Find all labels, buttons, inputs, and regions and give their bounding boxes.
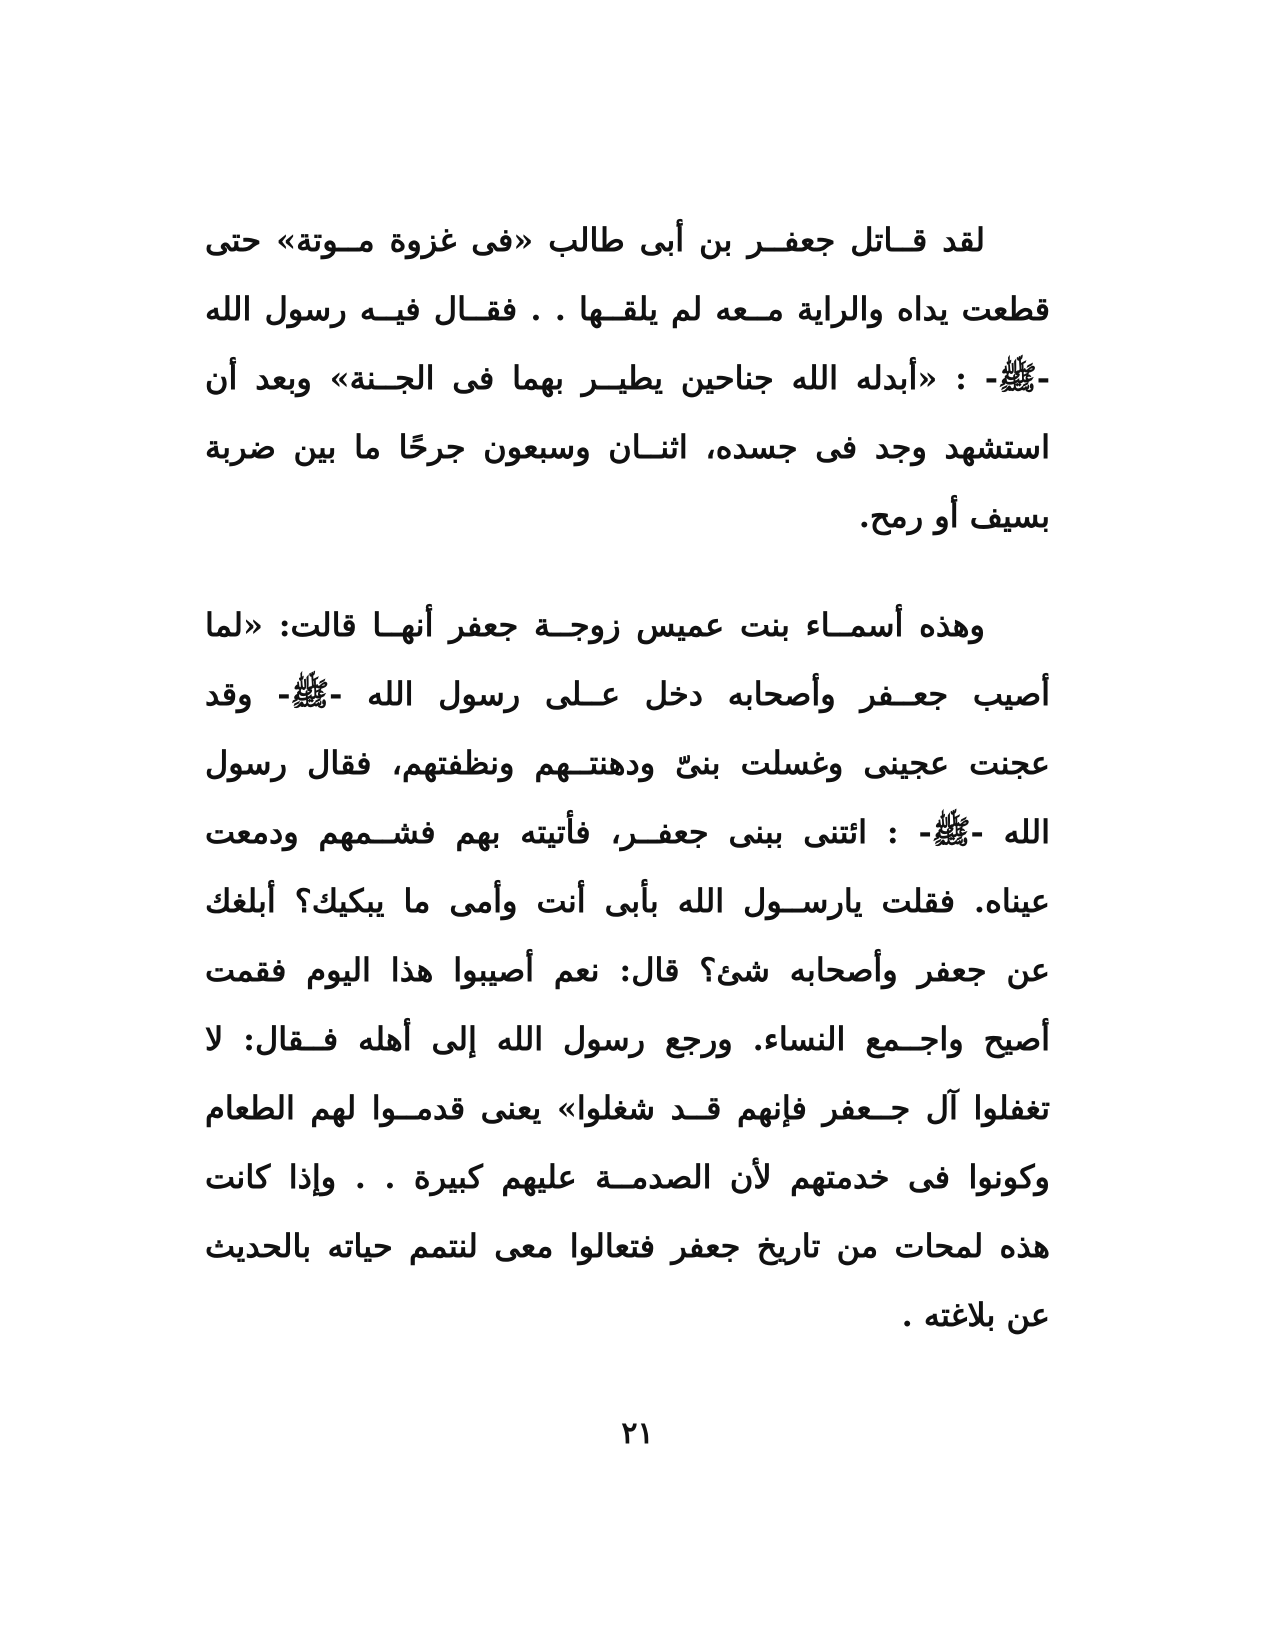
text-line: قطعت يداه والراية مــعه لم يلقــها . . فقــال فيــه رسول الله [205, 290, 1050, 328]
text-line: عن جعفر وأصحابه شئ؟ قال: نعم أصيبوا هذا اليوم فقمت [205, 951, 1050, 989]
text-line: هذه لمحات من تاريخ جعفر فتعالوا معى لنتمم حياته بالحديث [205, 1227, 1050, 1265]
text-line: لقد قــاتل جعفــر بن أبى طالب «فى غزوة مــوتة» حتى [205, 221, 985, 259]
text-line: استشهد وجد فى جسده، اثنــان وسبعون جرحًا ما بين ضربة [205, 428, 1050, 466]
text-line: -ﷺ- : «أبدله الله جناحين يطيــر بهما فى الجــنة» وبعد أن [205, 359, 1050, 397]
text-line: عن بلاغته . [901, 1296, 1050, 1334]
text-line: عيناه. فقلت يارســول الله بأبى أنت وأمى ما يبكيك؟ أبلغك [205, 882, 1050, 920]
paragraph-2 [205, 591, 1050, 1350]
text-line: وكونوا فى خدمتهم لأن الصدمــة عليهم كبيرة . . وإذا كانت [205, 1158, 1050, 1196]
page-number: ٢١ [621, 1416, 654, 1451]
text-line: بسيف أو رمح. [858, 497, 1050, 535]
text-line: عجنت عجينى وغسلت بنىّ ودهنتــهم ونظفتهم، فقال رسول [205, 744, 1050, 782]
paragraph-1 [205, 206, 1050, 551]
text-line: أصيب جعــفر وأصحابه دخل عــلى رسول الله -ﷺ- وقد [205, 675, 1050, 713]
text-line: وهذه أسمــاء بنت عميس زوجــة جعفر أنهــا قالت: «لما [205, 606, 985, 644]
text-line: تغفلوا آل جــعفر فإنهم قــد شغلوا» يعنى قدمــوا لهم الطعام [205, 1089, 1050, 1127]
text-line: الله -ﷺ- : ائتنى ببنى جعفــر، فأتيته بهم فشــمهم ودمعت [205, 813, 1050, 851]
text-line: أصيح واجــمع النساء. ورجع رسول الله إلى أهله فــقال: لا [205, 1020, 1050, 1058]
